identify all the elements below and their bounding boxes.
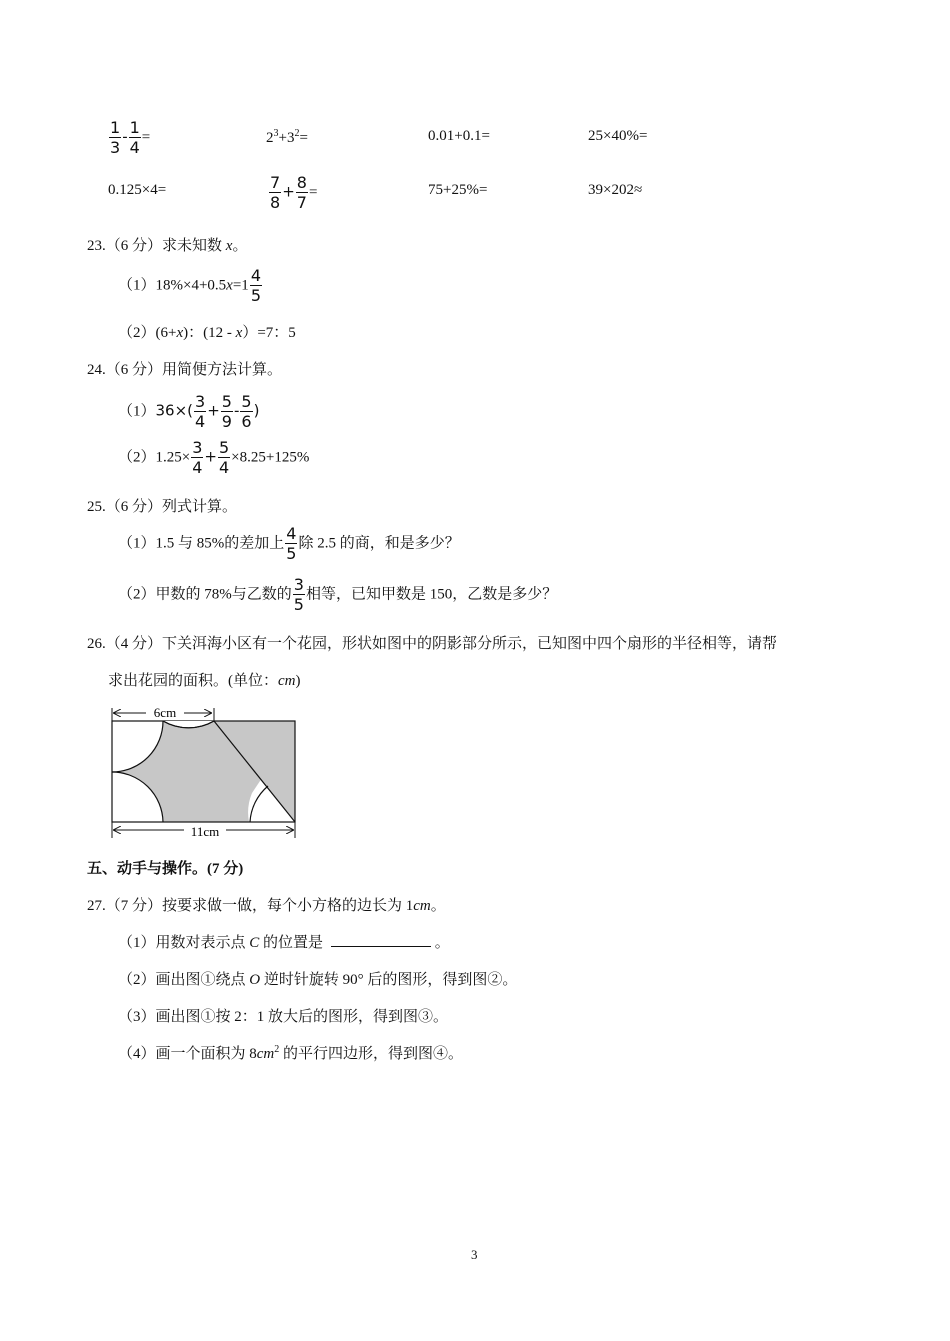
q23-part2: （2）(6+x)：(12 - x）=7：5 (118, 325, 296, 341)
q25-part2: （2）甲数的 78%与乙数的 $\frac{3}{5}$ 相等，已知甲数是 150，乙数是多少？ (118, 575, 558, 614)
q25-title: 25.（6 分）列式计算。 (87, 499, 238, 515)
calc-row1-item4: 25×40%= (588, 128, 648, 144)
q26-line2: 求出花园的面积。(单位：cm) (108, 673, 301, 689)
calc-row2-item4: 39×202≈ (588, 182, 643, 198)
q27-part2: （2）画出图①绕点 O 逆时针旋转 90° 后的图形，得到图②。 (118, 972, 518, 988)
calc-row1-item1: $\frac{1}{3}$ - $\frac{1}{4}$ = (110, 118, 151, 157)
q25-part1: （1）1.5 与 85%的差加上 $\frac{4}{5}$ 除 2.5 的商，和是多少？ (118, 524, 460, 563)
q23-part1: （1）18%×4+0.5x=1 $\frac{4}{5}$ (118, 266, 261, 305)
bottom-dimension-label: 11cm (190, 824, 220, 839)
q24-part2: （2）1.25× $\frac{3}{4}$ + $\frac{5}{4}$ ×8.25+125% (118, 438, 310, 477)
calc-row2-item2: $\frac{7}{8}$ + $\frac{8}{7}$ = (270, 173, 318, 212)
q27-part4: （4）画一个面积为 $8cm^2$ 的平行四边形，得到图④。 (118, 1044, 464, 1062)
section5-title: 五、动手与操作。(7 分) (87, 861, 244, 877)
q24-part1: （1）36×( $\frac{3}{4}$ + $\frac{5}{9}$ - $\frac{5}{6}$ ) (118, 392, 260, 431)
calc-row1-item2: $2^3+3^2=$ (266, 128, 308, 146)
calc-row2-item3: 75+25%= (428, 182, 488, 198)
answer-blank[interactable] (331, 932, 431, 947)
top-dimension-label: 6cm (153, 705, 177, 720)
q27-part1: （1）用数对表示点 C 的位置是 。 (118, 931, 450, 952)
calc-row1-item3: 0.01+0.1= (428, 128, 490, 144)
q26-line1: 26.（4 分）下关洱海小区有一个花园，形状如图中的阴影部分所示，已知图中四个扇形的半径相等，请帮 (87, 636, 778, 652)
q27-part3: （3）画出图①按 2：1 放大后的图形，得到图③。 (118, 1009, 449, 1025)
page-number: 3 (471, 1247, 478, 1262)
q24-title: 24.（6 分）用简便方法计算。 (87, 362, 283, 378)
q27-title: 27.（7 分）按要求做一做，每个小方格的边长为 1cm。 (87, 898, 446, 914)
calc-row2-item1: 0.125×4= (108, 182, 167, 198)
q23-title: 23.（6 分）求未知数 x。 (87, 238, 248, 254)
garden-figure (100, 700, 315, 842)
